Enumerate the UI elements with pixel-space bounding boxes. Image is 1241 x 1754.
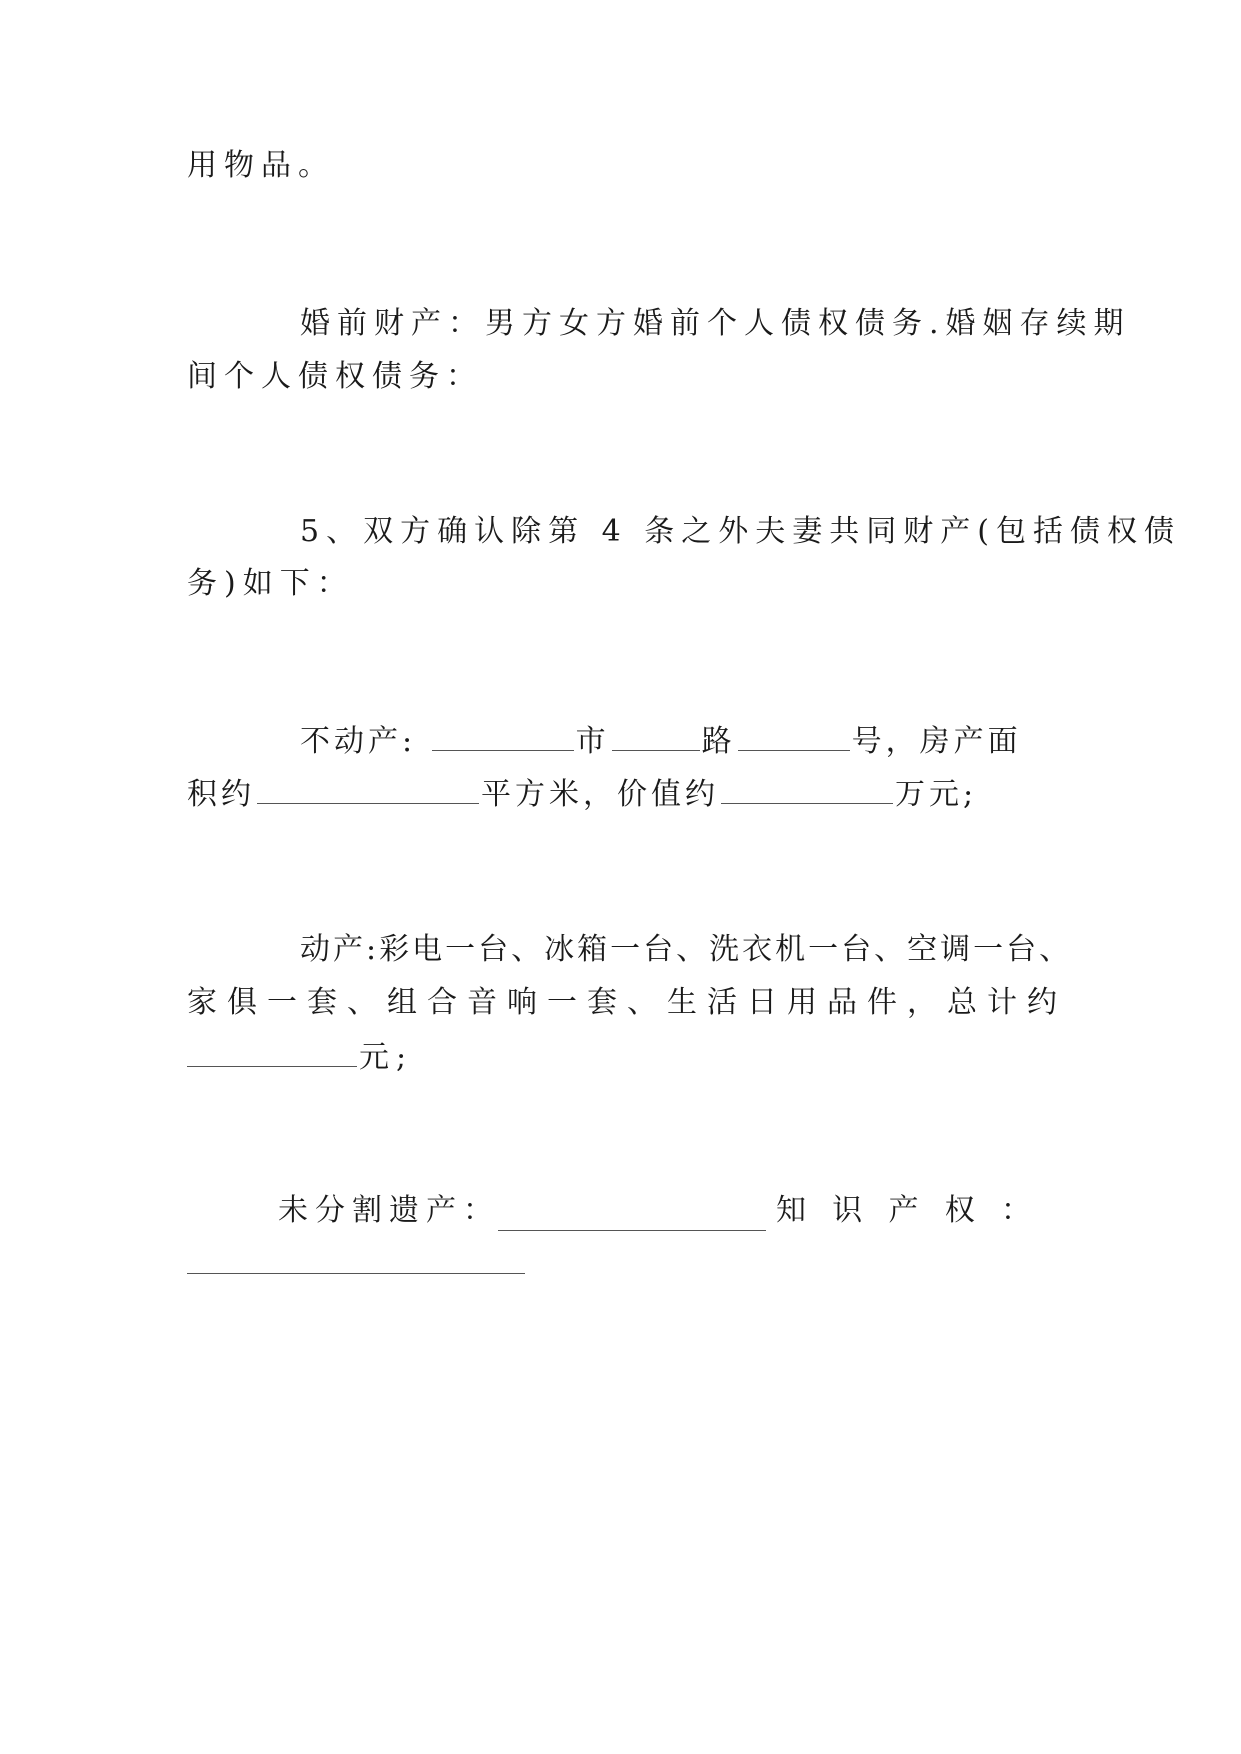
paragraph-line: 用物品。 [187,148,335,183]
ip-char: 权 [944,1193,982,1228]
ip-char: 产 [888,1193,926,1228]
movables-char: 音 [467,985,497,1020]
movables-char: 用 [787,985,817,1020]
paragraph-line: 婚前财产：男方女方婚前个人债权债务.婚姻存续期 [300,306,1131,341]
city-blank[interactable] [432,720,574,751]
movables-char: 一 [267,985,297,1020]
movables-char: 、 [347,985,377,1020]
inheritance-line [278,1191,1057,1231]
movables-char: 总 [947,985,977,1020]
real-estate-line-1 [300,720,1057,762]
movables-char: 计 [987,985,1017,1020]
movables-char: 、 [627,985,657,1020]
area-prefix: 积约 [187,777,255,812]
real-estate-label: 不动产: [300,724,417,759]
sqm-text: 平方米，价值约 [481,777,719,812]
inheritance-char: 遗 [389,1193,426,1228]
paragraph-line: 务)如下： [187,566,354,601]
movables-char: 日 [747,985,777,1020]
road-blank[interactable] [612,720,700,751]
inheritance-char: 未 [278,1193,315,1228]
number-text: 号，房产面 [851,724,1022,759]
paragraph-line: 间个人债权债务： [187,359,483,394]
ip-blank[interactable] [187,1273,525,1274]
wan-text: 万元; [895,777,978,812]
total-blank[interactable] [187,1036,357,1067]
movables-char: 套 [307,985,337,1020]
movables-char: 组 [387,985,417,1020]
movables-char: 合 [427,985,457,1020]
number-blank[interactable] [738,720,850,751]
movables-char: 俱 [227,985,257,1020]
paragraph-line: 动产:彩电一台、冰箱一台、洗衣机一台、空调一台、 [300,932,1073,967]
area-blank[interactable] [257,773,479,804]
inheritance-label [278,1191,500,1231]
ip-char: 知 [776,1193,813,1228]
movables-char: 约 [1027,985,1057,1020]
inheritance-char: 分 [315,1193,352,1228]
movables-char: 套 [587,985,617,1020]
movables-char: 品 [827,985,857,1020]
road-text: 路 [701,724,736,759]
movables-line-3 [187,1036,1057,1078]
movables-char: 件 [867,985,897,1020]
city-text: 市 [575,724,610,759]
movables-line-2 [187,983,1057,1023]
movables-char: 响 [507,985,537,1020]
inheritance-char: ： [463,1193,500,1228]
value-blank[interactable] [721,773,893,804]
movables-char: 生 [667,985,697,1020]
paragraph-line: 5、双方确认除第 4 条之外夫妻共同财产(包括债权债 [300,514,1181,549]
ip-char: 识 [832,1193,870,1228]
movables-char: 家 [187,985,217,1020]
ip-label [776,1191,1038,1231]
inheritance-char: 割 [352,1193,389,1228]
movables-char: ， [907,985,937,1020]
ip-char: ： [1001,1193,1038,1228]
movables-char: 一 [547,985,577,1020]
inheritance-blank[interactable] [498,1200,766,1231]
movables-char: 活 [707,985,737,1020]
inheritance-char: 产 [426,1193,463,1228]
yuan-text: 元; [359,1040,414,1075]
real-estate-line-2 [187,773,1057,815]
